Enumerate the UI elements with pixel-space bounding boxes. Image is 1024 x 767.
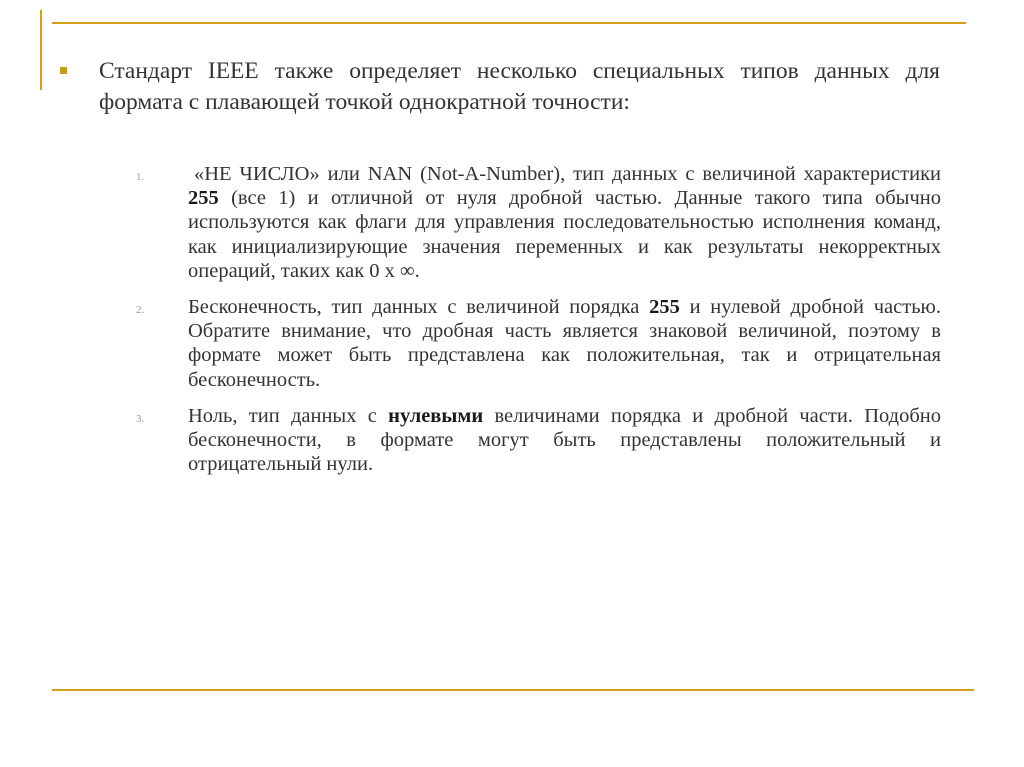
list-item-number: 2. bbox=[136, 304, 145, 317]
bold-term: нулевыми bbox=[388, 404, 484, 427]
decorative-bottom-rule bbox=[52, 689, 974, 691]
decorative-top-rule bbox=[52, 22, 966, 24]
intro-text: Стандарт IEEE также определяет несколько специальных типов данных для формата с плавающей точкой однократной точности: bbox=[99, 58, 940, 115]
list-item bbox=[136, 404, 941, 477]
numbered-list bbox=[136, 162, 941, 488]
list-item-number: 1. bbox=[136, 171, 145, 183]
list-item-text: «НЕ ЧИСЛО» или NAN (Not-A-Number), тип данных с величиной характеристики 255 (все 1) и отличной от нуля дробной частью. Данные такого типа обычно используются как флаги для управления последовательностью исполнения команд, как инициализирующие значения переменных и как результаты некорректных операций, таких как 0 х ∞. bbox=[188, 163, 941, 282]
list-item-text: Ноль, тип данных с нулевыми величинами порядка и дробной части. Подобно бесконечности, в формате могут быть представлены положительный и отрицательный нули. bbox=[188, 404, 941, 476]
list-item bbox=[136, 162, 941, 283]
square-bullet-icon bbox=[60, 67, 67, 74]
list-item-number: 3. bbox=[136, 412, 145, 425]
list-item-text: Бесконечность, тип данных с величиной порядка 255 и нулевой дробной частью. Обратите внимание, что дробная часть является знаковой величиной, поэтому в формате может быть представлена как положительная, так и отрицательная бесконечность. bbox=[188, 296, 941, 391]
list-item bbox=[136, 295, 941, 392]
bold-value: 255 bbox=[188, 187, 219, 210]
intro-paragraph bbox=[60, 56, 940, 118]
bold-value: 255 bbox=[649, 296, 680, 319]
decorative-left-rule bbox=[40, 10, 42, 90]
